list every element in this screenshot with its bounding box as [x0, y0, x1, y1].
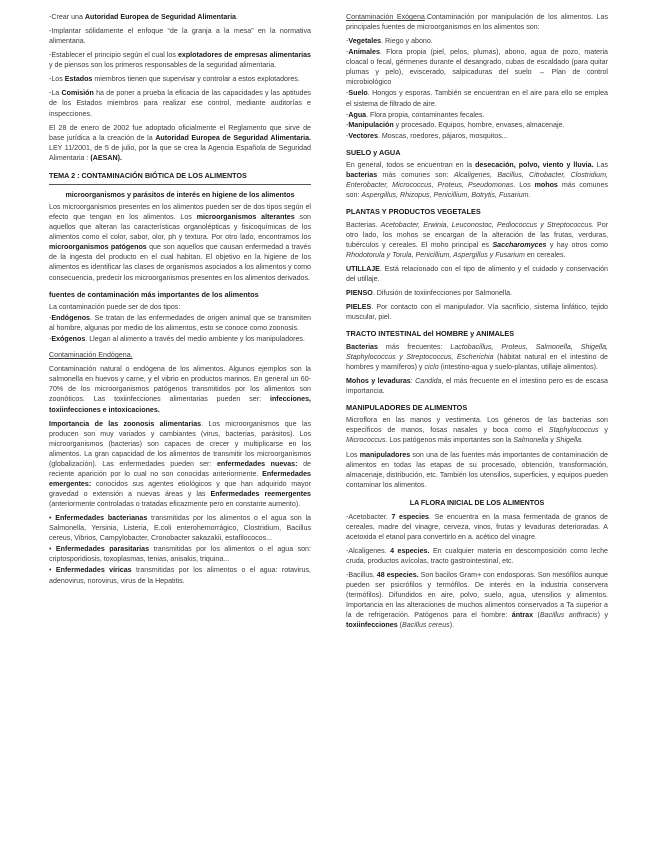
paragraph-exogenos: -Exógenos. Llegan al alimento a través del medio ambiente y los manipuladores.: [49, 335, 305, 344]
section-title-tema-2: TEMA 2 : CONTAMINACIÓN BIÓTICA DE LOS ALIMENTOS: [49, 171, 311, 185]
paragraph-endogenos: -Endógenos. Se tratan de las enfermedades de origen animal que se transmiten al hombre, algunas por medio de los alimentos, esto se conoce como zoonosis.: [49, 314, 311, 333]
paragraph-acetobacter: -Acetobacter. 7 especies. Se encuentra en la masa fermentada de granos de cereales, madre del vinagre, cerveza, vinos, frutas y levaduras deterioradas. A acetoxida el etanol para convertirlo en a. acético del vinagre.: [346, 512, 608, 541]
paragraph-microflora: Microflora en las manos y vestimenta. Los géneros de las bacterias son específicos de manos, fosas nasales y boca como el Staphylococcus y Micrococcus. Los patógenos más importantes son la Salmonella y Shigella.: [346, 416, 608, 445]
paragraph-manipulacion: -Manipulación y procesado. Equipos, hombre, envases, almacenaje.: [346, 120, 565, 129]
paragraph-reglamento: El 28 de enero de 2002 fue adoptado oficialmente el Reglamento que sirve de base jurídica a la creación de la Autoridad Europea de Seguridad Alimentaria. LEY 11/2001, de 5 de julio, por la que se crea la Agencia Española de Seguridad Alimentaria : (AESAN).: [49, 123, 311, 162]
heading-suelo-agua: SUELO y AGUA: [346, 147, 401, 157]
paragraph-explotadores: -Establecer el principio según el cual los explotadores de empresas alimentarias y de piensos son los primeros responsables de la seguridad alimentaria.: [49, 51, 311, 70]
paragraph-parasitarias: • Enfermedades parasitarias transmitidas por los alimentos o el agua son: criptosporidiosis, toxoplasmas, tenias, anisakis, triquina...: [49, 545, 311, 564]
paragraph-suelo: -Suelo. Hongos y esporas. También se encuentran en el aire para ello se emplea el sistema de filtrado de aire.: [346, 89, 608, 108]
paragraph-suelo-agua: En general, todos se encuentran en la desecación, polvo, viento y lluvia. Las bacterias más comunes son: Alcaligenes, Bacillus, Citrobacter, Clostridium, Enterobacter, Micrococcus, Proteus, Pseudomonas. Los mohos más comunes son: Aspergillus, Rhizopus, Penicillium, Botrytis, Fusarium.: [346, 161, 608, 200]
heading-plantas: PLANTAS Y PRODUCTOS VEGETALES: [346, 207, 481, 217]
paragraph-granja-mesa: -Implantar sólidamente el enfoque “de la granja a la mesa” en la normativa alimentaria.: [49, 27, 311, 46]
heading-flora-inicial: LA FLORA INICIAL DE LOS ALIMENTOS: [409, 498, 545, 507]
paragraph-bacterianas: • Enfermedades bacterianas transmitidas por los alimentos o el agua son la Salmonella, Yersinia, Listeria, E.coli enterohemorrágico, Clostridium, Bacillus cereus, Vibrios, Campylobacter, Cronobacter sakazakii, estafilococos...: [49, 514, 311, 543]
paragraph-pieles: PIELES. Por contacto con el manipulador. Vía sacrificio, sistema linfático, tejido muscular, piel.: [346, 303, 608, 322]
paragraph-contaminacion-exogena: Contaminación Exógena.Contaminación por manipulación de los alimentos. Las principales fuentes de microorganismos en los alimentos son:: [346, 13, 608, 32]
heading-manipuladores: MANIPULADORES DE ALIMENTOS: [346, 402, 468, 412]
paragraph-contaminacion-natural: Contaminación natural o endógena de los alimentos. Algunos ejemplos son la salmonella en huevos y carne, y el vibrio en productos marinos. En general un 60-70% de los microorganismos patógenos transmitidos por los alimentos son zoonóticos. Las toxiinfecciones alimentarias pueden ser: infecciones, toxiinfecciones e intoxicaciones.: [49, 365, 311, 414]
paragraph-agua: -Agua. Flora propia, contaminantes fecales.: [346, 110, 485, 119]
paragraph-bacillus: -Bacillus. 48 especies. Son bacilos Gram+ con endosporas. Son mesófilos aunque pueden ser psicrófilos y termófilos. De interés en la industria conservera (termófilos). Difundidos en aire, polvo, suelo, agua, utensilios y alimentos. Importancia en las alteraciones de muchos alimentos conservados a Ta superior a la de refrigeración. Patógenos para el hombre: ántrax (Bacillus anthracis) y toxiinfecciones (Bacillus cereus).: [346, 571, 608, 630]
paragraph-microorganismos: Los microorganismos presentes en los alimentos pueden ser de dos tipos según el efecto que tengan en los alimentos. Los microorganismos alterantes son aquellos que alteran las características organolépticas y fisicoquímicas de los alimentos como el color, sabor, olor, ph y textura. Por otro lado, encontramos los microorganismos patógenos que son aquellos que causan enfermedad a través de la ingesta del producto en el cual habitan. El objetivo en la higiene de los alimentos es identificar las clases de organismos asociados a los alimentos y como consecuencia, predecir los microorganismos presentes en los alimentos derivados.: [49, 203, 312, 282]
paragraph-viricas: • Enfermedades víricas transmitidas por los alimentos o el agua: rotavirus, adenovirus, norovirus, virus de la Hepatitis.: [49, 566, 312, 585]
paragraph-alcaligenes: -Alcaligenes. 4 especies. En cualquier materia en descomposición como leche cruda, productos avícolas, tracto gastrointestinal, etc.: [346, 547, 608, 566]
right-column: [346, 12, 608, 635]
heading-fuentes: fuentes de contaminación más importantes de los alimentos: [49, 289, 259, 299]
paragraph-plantas: Bacterias. Acetobacter, Erwinia, Leuconostoc, Pediococcus y Streptococcus. Por otro lado, los mohos se encargan de la alteración de las frutas, verduras, tubérculos y cereales. El moho principal es Saccharomyces y hay otros como Rhodotorula y Torula, Penicillium, Aspergillus y Fusarium en cereales.: [346, 220, 609, 259]
paragraph-mohos: Mohos y levaduras: Candida, el más frecuente en el intestino pero es de escasa importancia.: [346, 376, 608, 395]
left-column: [49, 12, 311, 590]
heading-contaminacion-endogena: Contaminación Endógena.: [49, 351, 133, 360]
paragraph-manipuladores: Los manipuladores son una de las fuentes más importantes de contaminación de alimentos en todas las etapas de su procesado, obtención, transformación, almacenaje, distribución, etc. También los utensilios, superficies, y equipos pueden contaminar los alimentos.: [346, 450, 608, 489]
paragraph-animales: -Animales. Flora propia (piel, pelos, plumas), abono, agua de pozo, materia cloacal o fecal, gérmenes durante el desangrado, cubas de escaldado (para quitar plumas y pelo), eviscerado, salpicaduras del suelo → Plan de control microbiológico: [346, 48, 608, 87]
paragraph-autoridad: -Crear una Autoridad Europea de Seguridad Alimentaria.: [49, 13, 238, 21]
paragraph-vegetales: -Vegetales. Riego y abono.: [346, 37, 433, 46]
paragraph-zoonosis: Importancia de las zoonosis alimentarias. Los microorganismos que las producen son muy variados y cambiantes (virus, bacterias, parásitos). Los microorganismos (bacterias) son capaces de crecer y multiplicarse en los alimentos. La gran capacidad de los alimentos de transmitir los microorganismos (globalización). Las enfermedades pueden ser: enfermedades nuevas: de reciente aparición por lo cual no son conocidas anteriormente. Enfermedades emergentes: conocidos sus agentes etiológicos y que han adquirido mayor gravedad o extensión a nuevas áreas y las Enfermedades reemergentes (anteriormente controladas o tratadas eficazmente pero en constante aumento).: [49, 419, 312, 509]
paragraph-comision: -La Comisión ha de poner a prueba la eficacia de las capacidades y las aptitudes de los Estados miembros para realizar ese control, mediante auditorías e inspecciones.: [49, 89, 311, 118]
paragraph-dos-tipos: La contaminación puede ser de dos tipos:: [49, 302, 181, 311]
paragraph-tracto: Bacterias más frecuentes: Lactobacillus, Proteus, Salmonella, Shigella, Staphylococcus y Streptococcus, Escherichia (hábitat natural en el intestino de hombres y mamíferos) y ciclo (intestino-agua y suelo-plantas, utillaje alimentos).: [346, 342, 609, 371]
heading-tracto: TRACTO INTESTINAL del HOMBRE y ANIMALES: [346, 329, 515, 339]
subtitle-microorganismos: microorganismos y parásitos de interés en higiene de los alimentos: [65, 191, 295, 200]
paragraph-pienso: PIENSO. Difusión de toxiinfecciones por Salmonella.: [346, 289, 513, 298]
paragraph-estados: -Los Estados miembros tienen que supervisar y controlar a estos explotadores.: [49, 75, 300, 84]
paragraph-utillaje: UTILLAJE. Está relacionado con el tipo de alimento y el cuidado y conservación del utillaje.: [346, 264, 608, 284]
paragraph-vectores: -Vectores. Moscas, roedores, pájaros, mosquitos...: [346, 131, 508, 140]
